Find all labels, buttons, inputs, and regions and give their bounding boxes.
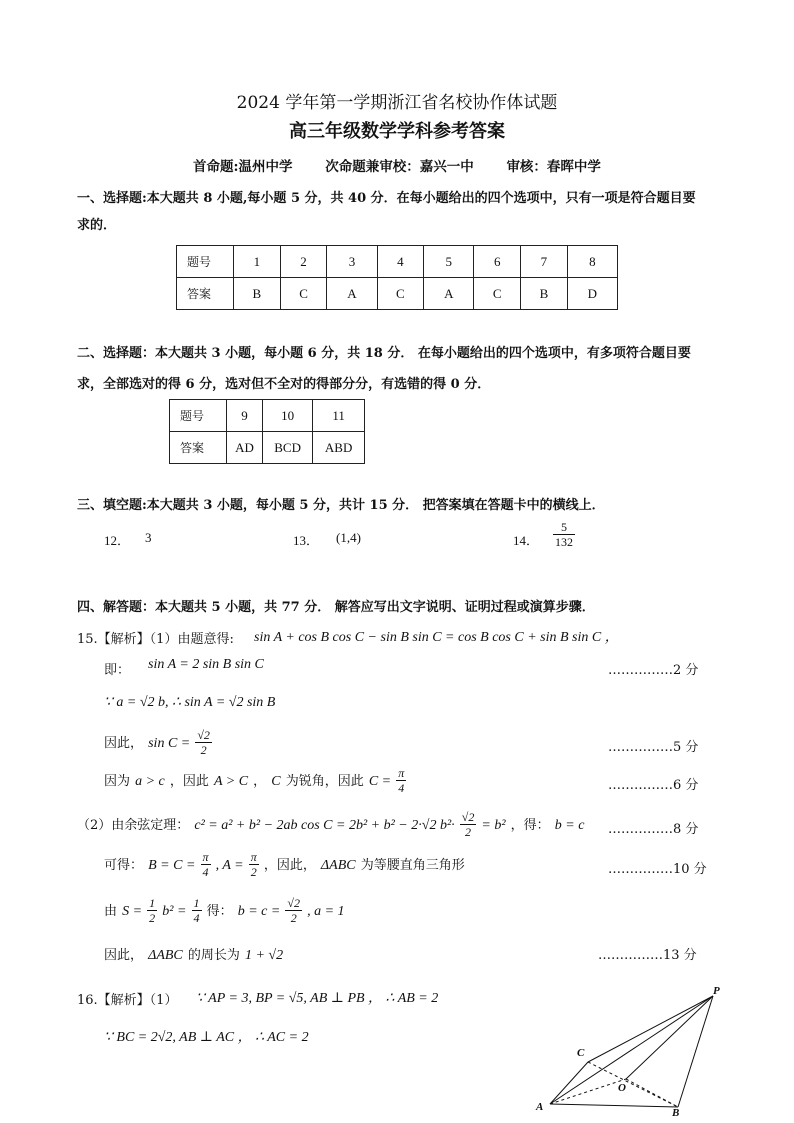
table-row (170, 400, 365, 432)
q15-s-tail: , a = 1 (307, 904, 345, 919)
q15-kede-num1: π (202, 850, 209, 864)
q15-l6h: C = (368, 774, 392, 789)
section1-heading: 一、选择题:本大题共 8 小题,每小题 5 分，共 40 分．在每小题给出的四个选项中，只有一项是符合题目要 (77, 191, 696, 206)
author-line (0, 155, 794, 175)
edge-OB (626, 1079, 678, 1107)
edge-AP (550, 996, 713, 1104)
section4-heading: 四、解答题：本大题共 5 小题，共 77 分． 解答应写出文字说明、证明过程或演算步骤． (77, 600, 595, 615)
q14-label: 14． (513, 533, 540, 548)
table-cell: B (521, 278, 568, 310)
q16-label: 16.【解析】（1） (77, 993, 178, 1008)
table-cell: 8 (567, 246, 617, 278)
q15-eq2: sin A = 2 sin B sin C (148, 657, 264, 672)
q15-p2-label: （2）由余弦定理： (77, 818, 190, 833)
q14-answer (553, 520, 575, 549)
row-label-answer: 答案 (170, 432, 227, 464)
edge-CP (588, 996, 713, 1062)
reviewer: 审核：春晖中学 (506, 159, 601, 175)
table-cell: 3 (327, 246, 377, 278)
q15-p2-num: √2 (461, 810, 475, 824)
table-cell: A (424, 278, 474, 310)
label-C: C (577, 1047, 585, 1059)
q15-line4 (104, 728, 212, 757)
table-cell: 1 (234, 246, 281, 278)
section1-heading-cont: 求的． (77, 218, 117, 233)
q13-answer: (1,4) (336, 530, 361, 545)
table-cell: 5 (424, 246, 474, 278)
q15-s-res: b = c = (237, 904, 281, 919)
q15-l6-den: 4 (398, 781, 405, 795)
table-cell: 11 (313, 400, 365, 432)
q15-l6g: 为锐角，因此 (285, 774, 364, 789)
q15-p2-den: 2 (465, 825, 472, 839)
q15-kede-tail2: 为等腰直角三角形 (360, 858, 465, 873)
section2-heading: 二、选择题：本大题共 3 小题，每小题 6 分，共 18 分． 在每小题给出的四个选项中，有多项符合题目要 (77, 346, 691, 361)
q15-kede-label: 可得： (104, 858, 144, 873)
score-6: ……………6 分 (608, 778, 699, 793)
score-13: ……………13 分 (598, 948, 697, 963)
score-10: ……………10 分 (608, 862, 707, 877)
q15-s-den3: 2 (290, 911, 297, 925)
table-cell: 4 (377, 246, 424, 278)
second-setter: 次命题兼审校：嘉兴一中 (325, 159, 474, 175)
label-A: A (536, 1101, 544, 1113)
q15-l6c: ，因此 (169, 774, 209, 789)
q16-eq2: ∵ BC = 2√2, AB ⊥ AC ， ∴ AC = 2 (104, 1030, 309, 1045)
mc-answer-table (176, 245, 618, 310)
table-cell: C (474, 278, 521, 310)
q15-kede-den1: 4 (202, 865, 209, 879)
q15-kede-num2: π (250, 850, 257, 864)
q15-eq1: sin A + cos B cos C − sin B sin C = cos B cos C + sin B sin C ， (254, 630, 619, 645)
label-P: P (713, 985, 720, 997)
section3-heading: 三、填空题:本大题共 3 小题，每小题 5 分，共计 15 分． 把答案填在答题卡中的横线上． (77, 498, 605, 513)
multi-answer-table (169, 399, 365, 464)
q15-final-a: 因此， (104, 948, 144, 963)
edge-AB (550, 1104, 678, 1107)
q15-s-den1: 2 (149, 911, 156, 925)
q14-denominator: 132 (555, 535, 573, 549)
q15-final (104, 944, 283, 964)
q14-numerator: 5 (553, 520, 575, 535)
q15-l6e: ， (253, 774, 267, 789)
table-cell: AD (227, 432, 263, 464)
q15-final-tri: ΔABC (148, 948, 183, 963)
q15-p2-res: b = c (554, 818, 585, 833)
q15-s-den2: 4 (193, 911, 200, 925)
document-title: 2024 学年第一学期浙江省名校协作体试题 (236, 93, 558, 113)
table-row (177, 246, 618, 278)
q15-final-c: 1 + √2 (244, 948, 284, 963)
table-cell: 9 (227, 400, 263, 432)
q15-l6-num: π (398, 766, 405, 780)
row-label-number: 题号 (177, 246, 234, 278)
q15-p2-eq: c² = a² + b² − 2ab cos C = 2b² + b² − 2·√2 b²· (194, 818, 455, 833)
q15-kede-eq: B = C = (148, 858, 196, 873)
table-cell: 10 (262, 400, 312, 432)
q15-eq4-den: 2 (200, 743, 207, 757)
q15-s-num1: 1 (149, 896, 156, 910)
document-subtitle: 高三年级数学学科参考答案 (289, 121, 505, 142)
q15-eq4-lhs: sin C = (148, 736, 191, 751)
q15-l6b: a > c (135, 774, 165, 789)
row-label-number: 题号 (170, 400, 227, 432)
q15-s-mid: b² = (162, 904, 187, 919)
score-5: ……………5 分 (608, 740, 699, 755)
q15-l6d: A > C (213, 774, 249, 789)
table-cell: 7 (521, 246, 568, 278)
q15-s-num3: √2 (287, 896, 300, 910)
q15-eq3: ∵ a = √2 b, ∴ sin A = √2 sin B (104, 695, 276, 710)
score-8: ……………8 分 (608, 822, 699, 837)
q12-answer: 3 (145, 530, 152, 545)
q15-final-b: 的周长为 (187, 948, 240, 963)
q15-l6a: 因为 (104, 774, 131, 789)
q15-s-num2: 1 (193, 896, 200, 910)
q12-label: 12． (104, 533, 131, 548)
q15-s-eq: S = (122, 904, 143, 919)
table-cell: D (567, 278, 617, 310)
q15-kede-tri: ΔABC (320, 858, 356, 873)
row-label-answer: 答案 (177, 278, 234, 310)
q15-line6 (104, 766, 406, 795)
q15-s-de: 得： (206, 904, 233, 919)
q15-label: 15.【解析】（1）由题意得: (77, 632, 234, 647)
table-cell: B (234, 278, 281, 310)
q13-label: 13． (293, 533, 320, 548)
q15-l6f: C (271, 774, 281, 789)
section2-heading-cont: 求，全部选对的得 6 分，选对但不全对的得部分分，有选错的得 0 分． (77, 377, 491, 392)
table-cell: 6 (474, 246, 521, 278)
q15-kede-eq2: , A = (215, 858, 244, 873)
q15-yinci: 因此， (104, 736, 144, 751)
table-cell: C (377, 278, 424, 310)
q15-p2-tail: = b² (481, 818, 506, 833)
q15-kede-tail1: ，因此， (263, 858, 316, 873)
q15-you: 由 (104, 904, 118, 919)
label-O: O (618, 1082, 626, 1094)
table-cell: A (327, 278, 377, 310)
q15-eq4-num: √2 (197, 728, 210, 742)
q15-area (104, 896, 345, 925)
table-cell: 2 (280, 246, 327, 278)
table-cell: C (280, 278, 327, 310)
q15-p2-de: ，得： (510, 818, 550, 833)
score-2: ……………2 分 (608, 663, 699, 678)
q15-ji: 即： (104, 663, 131, 678)
table-cell: BCD (262, 432, 312, 464)
pyramid-figure (520, 980, 730, 1118)
q15-kede (104, 850, 465, 879)
table-row (177, 278, 618, 310)
label-B: B (672, 1107, 680, 1118)
q15-kede-den2: 2 (250, 865, 257, 879)
first-setter: 首命题:温州中学 (193, 159, 293, 175)
table-cell: ABD (313, 432, 365, 464)
q16-eq1: ∵ AP = 3, BP = √5, AB ⊥ PB ， ∴ AB = 2 (196, 991, 439, 1006)
table-row (170, 432, 365, 464)
q15-part2 (77, 810, 584, 839)
